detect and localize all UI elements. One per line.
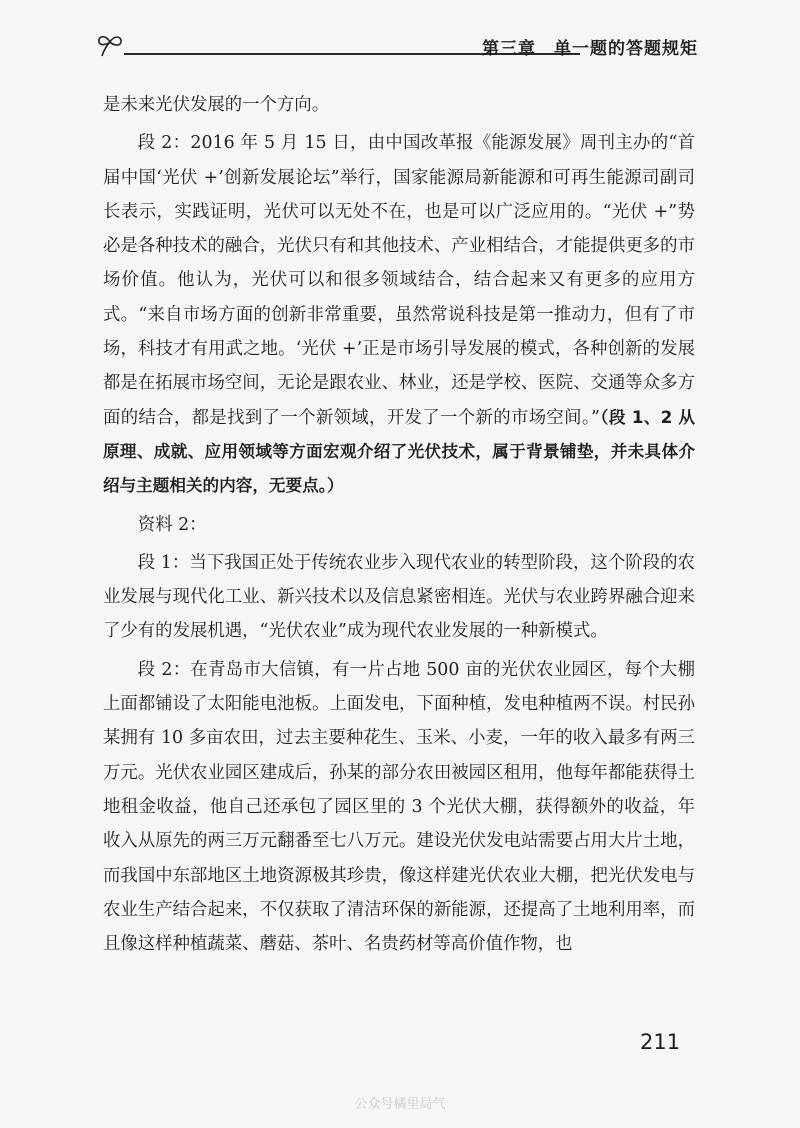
paragraph-continuation: 是未来光伏发展的一个方向。 — [103, 95, 330, 115]
paragraph-material2-seg1 — [103, 546, 695, 649]
segment-label: 段 2： — [137, 659, 191, 680]
paragraph-text: 在青岛市大信镇，有一片占地 500 亩的光伏农业园区，每个大棚上面都铺设了太阳能电池板。上面发电，下面种植，发电种植两不误。村民孙某拥有 10 多亩农田，过去主要种花生、玉米、小麦，一年的收入最多有两三万元。光伏农业园区建成后，孙某的部分农田被园区租用，他每年都能获得土地租金收益，他自己还承包了园区里的 3 个光伏大棚，获得额外的收益，年收入从原先的两三万元翻番至七八万元。建设光伏发电站需要占用大片土地，而我国中东部地区土地资源极其珍贵，像这样建光伏农业大棚，把光伏发电与农业生产结合起来，不仅获取了清洁环保的新能源，还提高了土地利用率，而且像这样种植蔬菜、蘑菇、茶叶、名贵药材等高价值作物，也 — [103, 659, 695, 955]
chapter-heading — [482, 34, 698, 59]
page-body — [103, 88, 695, 965]
chapter-title: 单一题的答题规矩 — [554, 39, 698, 59]
watermark: 公众号橘里局气 — [354, 1097, 446, 1112]
paragraph-material1-seg2 — [103, 126, 695, 503]
segment-label: 段 2： — [137, 133, 191, 154]
chapter-number: 第三章 — [482, 39, 536, 59]
material-heading: 资料 2： — [137, 514, 207, 535]
running-header — [96, 28, 698, 62]
page-number: 211 — [640, 1030, 681, 1054]
paragraph-material2-seg2 — [103, 653, 695, 962]
sprout-icon — [96, 30, 126, 60]
analysis-note: （段 1、2 从原理、成就、应用领域等方面宏观介绍了光伏技术，属于背景铺垫，并未具体介绍与主题相关的内容，无要点。） — [103, 407, 695, 496]
paragraph-text: 当下我国正处于传统农业步入现代农业的转型阶段，这个阶段的农业发展与现代化工业、新兴技术以及信息紧密相连。光伏与农业跨界融合迎来了少有的发展机遇，“光伏农业”成为现代农业发展的一种新模式。 — [103, 552, 695, 642]
segment-label: 段 1： — [137, 552, 190, 573]
paragraph-text: 2016 年 5 月 15 日，由中国改革报《能源发展》周刊主办的“首届中国‘光伏 +’创新发展论坛”举行，国家能源局新能源和可再生能源司副司长表示，实践证明，光伏可以无处不在，也是可以广泛应用的。“光伏 +”势必是各种技术的融合，光伏只有和其他技术、产业相结合，才能提供更多的市场价值。他认为，光伏可以和很多领域结合，结合起来又有更多的应用方式。“来自市场方面的创新非常重要，虽然常说科技是第一推动力，但有了市场，科技才有用武之地。‘光伏 +’正是市场引导发展的模式，各种创新的发展都是在拓展市场空间，无论是跟农业、林业，还是学校、医院、交通等众多方面的结合，都是找到了一个新领域，开发了一个新的市场空间。” — [103, 133, 696, 428]
